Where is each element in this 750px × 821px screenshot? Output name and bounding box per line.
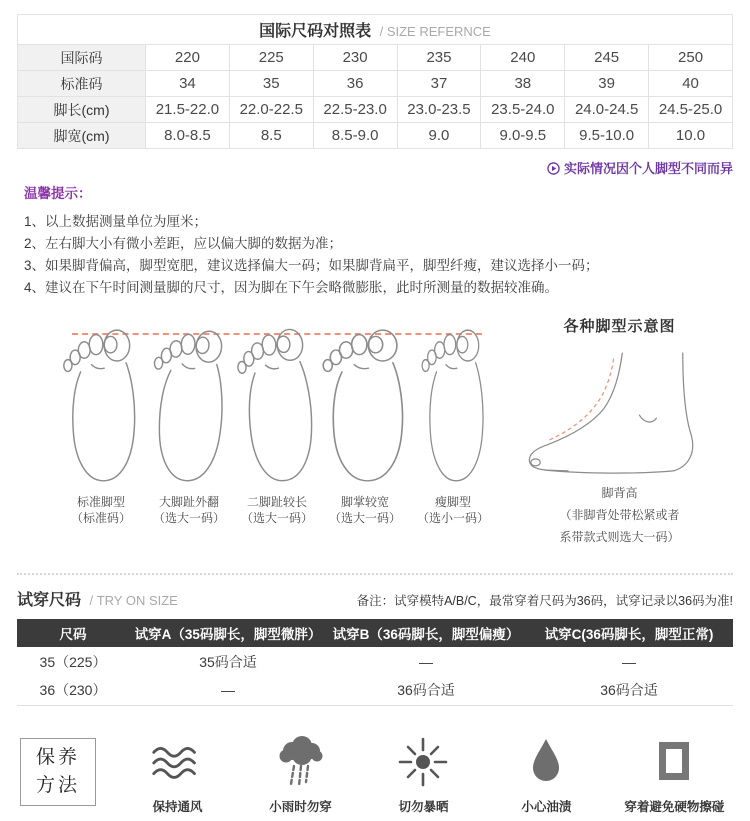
- table-cell: 36: [313, 71, 397, 97]
- side-foot-view: [512, 350, 727, 479]
- individual-difference-note: [17, 158, 733, 177]
- foot-type-standard: [57, 321, 145, 526]
- care-item-oil: [501, 736, 591, 815]
- table-cell: 37: [397, 71, 481, 97]
- foot-type-wide: [321, 321, 409, 526]
- care-method-box: [20, 738, 96, 806]
- sun-icon: [378, 736, 468, 788]
- table-row-std-code: [18, 71, 733, 97]
- table-cell: 36码合适: [525, 676, 733, 705]
- table-cell: 22.0-22.5: [229, 97, 313, 123]
- try-on-remark: 备注：试穿模特A/B/C，最常穿着尺码为36码，试穿记录以36码为准!: [356, 594, 733, 608]
- table-cell: 38: [481, 71, 565, 97]
- column-header: 尺码: [17, 619, 129, 647]
- foot-type-thin: [409, 321, 497, 526]
- side-foot-illustration: [520, 350, 720, 474]
- table-cell: 22.5-23.0: [313, 97, 397, 123]
- table-cell: —: [525, 647, 733, 676]
- size-table-title-row: [18, 15, 733, 45]
- try-on-table: [17, 619, 733, 706]
- table-cell: 250: [649, 45, 733, 71]
- table-cell: 36码合适: [327, 676, 525, 705]
- tips-heading: 温馨提示：: [24, 186, 92, 201]
- foot-type-advice: （选大一码）: [152, 511, 225, 525]
- foot-outline-illustration: [145, 321, 236, 489]
- table-cell: 240: [481, 45, 565, 71]
- care-item-no-sun: [378, 736, 468, 815]
- table-cell: 35码合适: [129, 647, 327, 676]
- table-cell: 35（225）: [17, 647, 129, 676]
- table-cell: 35: [229, 71, 313, 97]
- table-cell: 40: [649, 71, 733, 97]
- column-header: 试穿B（36码脚长，脚型偏瘦）: [327, 619, 525, 647]
- foot-type-name: 脚掌较宽: [340, 495, 389, 509]
- foot-outline-illustration: [321, 321, 412, 489]
- row-label: 脚长(cm): [18, 97, 146, 123]
- table-cell: 23.5-24.0: [481, 97, 565, 123]
- table-row-size-35: [17, 647, 733, 676]
- table-row-foot-length: [18, 97, 733, 123]
- table-cell: —: [327, 647, 525, 676]
- column-header: 试穿C(36码脚长，脚型正常): [525, 619, 733, 647]
- table-cell: 21.5-22.0: [146, 97, 230, 123]
- table-row-size-36: [17, 676, 733, 705]
- tip-item: 3、如果脚背偏高，脚型宽肥，建议选择偏大一码；如果脚背扁平，脚型纤瘦，建议选择小一码；: [24, 258, 599, 273]
- side-foot-advice-line2: 系带款式则选大一码）: [559, 530, 680, 544]
- care-label: 切勿暴晒: [398, 799, 449, 814]
- rain-cloud-icon: [255, 736, 345, 788]
- table-cell: 235: [397, 45, 481, 71]
- foot-type-name: 标准脚型: [76, 495, 125, 509]
- table-cell: 39: [565, 71, 649, 97]
- table-cell: 24.5-25.0: [649, 97, 733, 123]
- size-table-title: 国际尺码对照表: [259, 23, 372, 40]
- column-header: 试穿A（35码脚长，脚型微胖）: [129, 619, 327, 647]
- foot-outline-illustration: [409, 321, 500, 489]
- foot-type-advice: （选小一码）: [416, 511, 489, 525]
- try-on-title-en: / TRY ON SIZE: [89, 593, 178, 608]
- care-box-line1: 保养: [35, 746, 80, 768]
- try-on-title-cn: 试穿尺码: [17, 592, 82, 609]
- foot-type-bunion: [145, 321, 233, 526]
- try-on-header: [17, 587, 733, 610]
- try-on-header-row: [17, 619, 733, 647]
- table-row-intl-code: [18, 45, 733, 71]
- foot-type-advice: （选大一码）: [240, 511, 313, 525]
- side-foot-name: 脚背高: [601, 486, 638, 500]
- foot-type-name: 二脚趾较长: [246, 495, 307, 509]
- foot-type-advice: （选大一码）: [328, 511, 401, 525]
- tip-item: 4、建议在下午时间测量脚的尺寸，因为脚在下午会略微膨胀，此时所测量的数据较准确。: [24, 280, 559, 295]
- tip-item: 1、以上数据测量单位为厘米；: [24, 214, 208, 229]
- table-cell: 23.0-23.5: [397, 97, 481, 123]
- dotted-divider: [17, 573, 733, 575]
- table-cell: 36（230）: [17, 676, 129, 705]
- table-cell: 9.0-9.5: [481, 123, 565, 149]
- table-cell: 220: [146, 45, 230, 71]
- table-cell: 24.0-24.5: [565, 97, 649, 123]
- foot-type-advice: （标准码）: [70, 511, 131, 525]
- table-cell: 9.0: [397, 123, 481, 149]
- foot-type-name: 瘦脚型: [434, 495, 471, 509]
- foot-top-views: [57, 321, 497, 526]
- table-cell: 230: [313, 45, 397, 71]
- note-text: 实际情况因个人脚型不同而异: [563, 161, 733, 176]
- foot-types-section: [17, 315, 733, 557]
- care-label: 小心油渍: [521, 799, 572, 814]
- care-label: 穿着避免硬物擦碰: [624, 799, 725, 814]
- table-cell: 8.0-8.5: [146, 123, 230, 149]
- table-cell: 225: [229, 45, 313, 71]
- table-cell: 10.0: [649, 123, 733, 149]
- table-cell: 9.5-10.0: [565, 123, 649, 149]
- try-on-title: [17, 587, 178, 610]
- row-label: 标准码: [18, 71, 146, 97]
- frame-icon: [624, 736, 724, 788]
- foot-outline-illustration: [233, 321, 324, 489]
- row-label: 国际码: [18, 45, 146, 71]
- tip-item: 2、左右脚大小有微小差距，应以偏大脚的数据为准；: [24, 236, 343, 251]
- care-items: [96, 736, 741, 815]
- table-cell: —: [129, 676, 327, 705]
- foot-type-name: 大脚趾外翻: [158, 495, 219, 509]
- care-section: [17, 736, 741, 815]
- care-item-no-rain: [255, 736, 345, 815]
- table-cell: 245: [565, 45, 649, 71]
- oil-drop-icon: [501, 736, 591, 788]
- care-item-ventilation: [132, 736, 222, 815]
- wind-waves-icon: [132, 736, 222, 788]
- side-foot-advice-line1: （非脚背处带松紧或者: [559, 508, 680, 522]
- tips-block: [24, 182, 733, 299]
- care-box-line2: 方法: [35, 774, 80, 796]
- table-row-foot-width: [18, 123, 733, 149]
- play-circle-icon: [547, 162, 560, 175]
- foot-type-long-second-toe: [233, 321, 321, 526]
- table-cell: 8.5: [229, 123, 313, 149]
- table-cell: 34: [146, 71, 230, 97]
- foot-types-title: 各种脚型示意图: [563, 318, 676, 335]
- size-reference-table: [17, 14, 733, 149]
- care-item-no-abrasion: [624, 736, 724, 815]
- foot-outline-illustration: [57, 321, 148, 489]
- care-label: 保持通风: [152, 799, 203, 814]
- row-label: 脚宽(cm): [18, 123, 146, 149]
- table-cell: 8.5-9.0: [313, 123, 397, 149]
- high-instep-block: [512, 315, 727, 545]
- care-label: 小雨时勿穿: [269, 799, 332, 814]
- size-table-subtitle: / SIZE REFERNCE: [379, 24, 491, 39]
